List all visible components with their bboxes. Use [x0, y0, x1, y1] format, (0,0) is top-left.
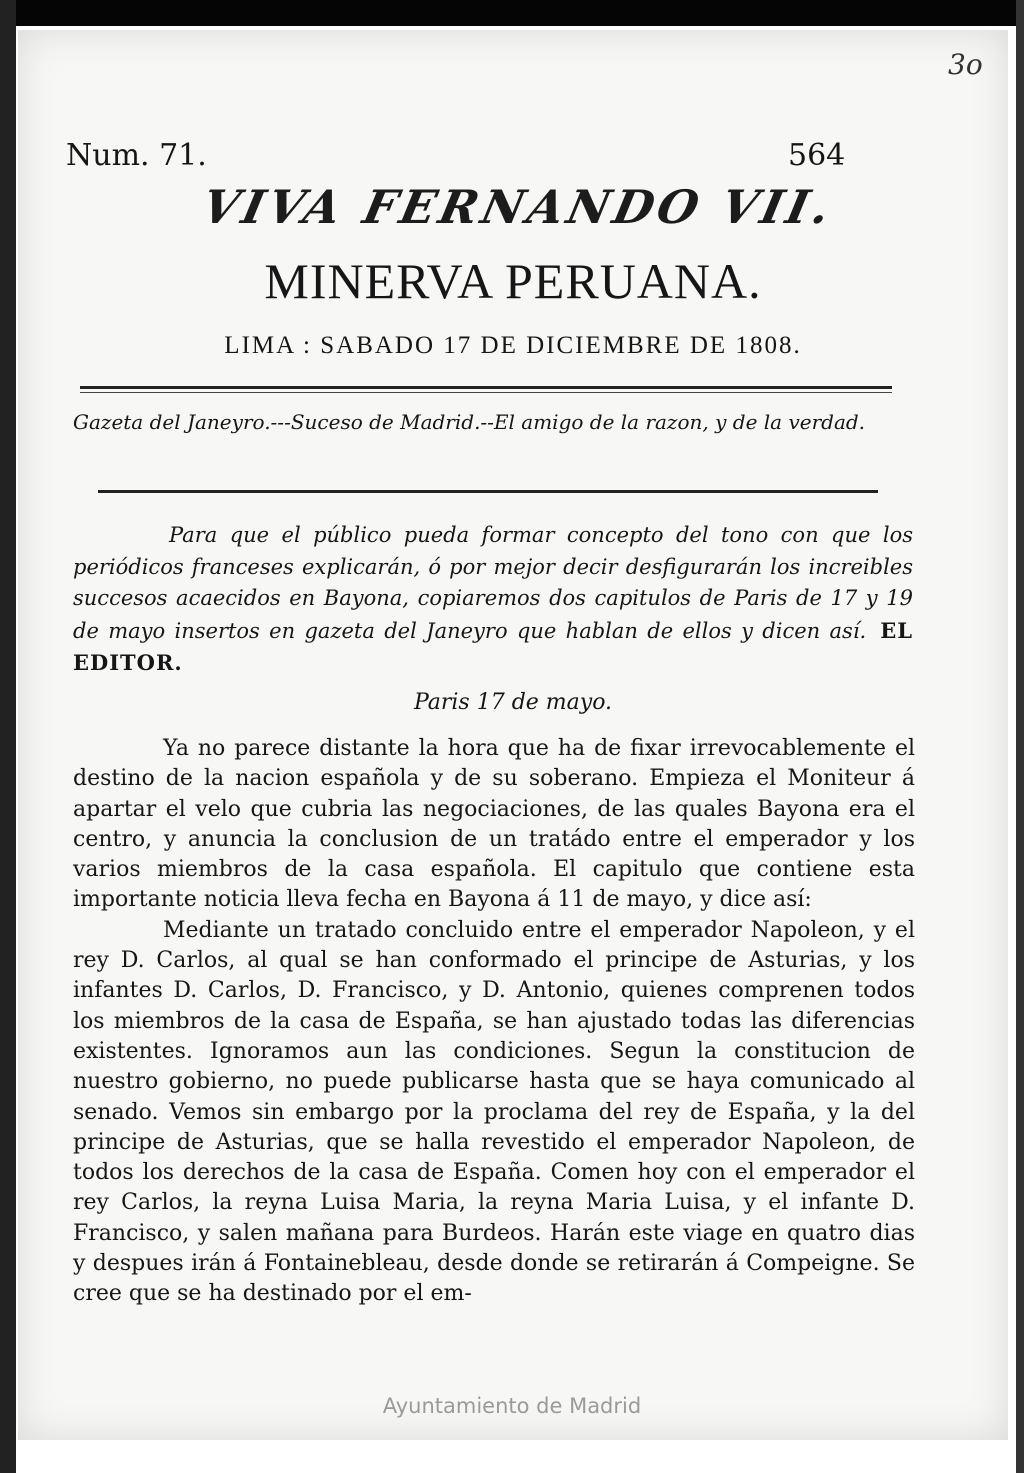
editor-signature: EL EDITOR.: [73, 617, 913, 676]
scan-border-left: [0, 0, 16, 1473]
handwritten-folio-note: 3o: [948, 48, 983, 81]
article-paragraph: Mediante un tratado concluido entre el emperador Napoleon, y el rey D. Carlos, al qual se han conformado el principe de Asturias, y los infantes D. Carlos, D. Francisco, y D. Antonio, quienes comprenen todos los miembros de la casa de España, se han ajustado todas las diferencias existentes. Ignoramos aun las condiciones. Segun la constitucion de nuestro gobierno, no puede publicarse hasta que se haya comunicado al senado. Vemos sin embargo por la proclama del rey de España, y la del principe de Asturias, que se halla revestido el emperador Napoleon, de todos los derechos de la casa de España. Comen hoy con el emperador el rey Carlos, la reyna Luisa Maria, la reyna Maria Luisa, y el infante D. Francisco, y salen mañana para Burdeos. Harán este viage en quatro dias y despues irán á Fontainebleau, desde donde se retirarán á Compeigne. Se cree que se ha destinado por el em-: [73, 917, 915, 1307]
article-body: [73, 734, 915, 1310]
scan-border-right: [1016, 0, 1024, 1473]
newspaper-page: [18, 30, 1008, 1440]
issue-dateline: LIMA : SABADO 17 DE DICIEMBRE DE 1808.: [224, 332, 802, 359]
summary-rule: [98, 490, 878, 493]
motto-heading: VIVA FERNANDO VII.: [197, 180, 839, 234]
watermark: Ayuntamiento de Madrid: [382, 1394, 642, 1418]
editor-intro: [73, 520, 913, 680]
header-rule: [80, 386, 892, 389]
newspaper-title: MINERVA PERUANA.: [264, 253, 762, 309]
editor-intro-text: Para que el público pueda formar concepto del tono con que los periódicos franceses explicarán, ó por mejor decir desfigurarán los increibles succesos acaecidos en Bayona, copiaremos dos capitulos de Paris de 17 y 19 de mayo insertos en gazeta del Janeyro que hablan de ellos y dicen así.: [73, 523, 913, 643]
article-paragraph: Ya no parece distante la hora que ha de fixar irrevocablemente el destino de la nacion española y de su soberano. Empieza el Moniteur á apartar el velo que cubria las negociaciones, de las quales Bayona era el centro, y anuncia la conclusion de un tratádo entre el emperador y los varios miembros de la casa española. El capitulo que contiene esta importante noticia lleva fecha en Bayona á 11 de mayo, y dice así:: [73, 736, 915, 913]
article-dateline: Paris 17 de mayo.: [413, 690, 613, 715]
scan-border-top: [0, 0, 1024, 26]
contents-summary: Gazeta del Janeyro.---Suceso de Madrid.--El amigo de la razon, y de la verdad.: [73, 410, 866, 434]
page-number: 564: [788, 138, 846, 173]
issue-number: Num. 71.: [66, 138, 207, 173]
